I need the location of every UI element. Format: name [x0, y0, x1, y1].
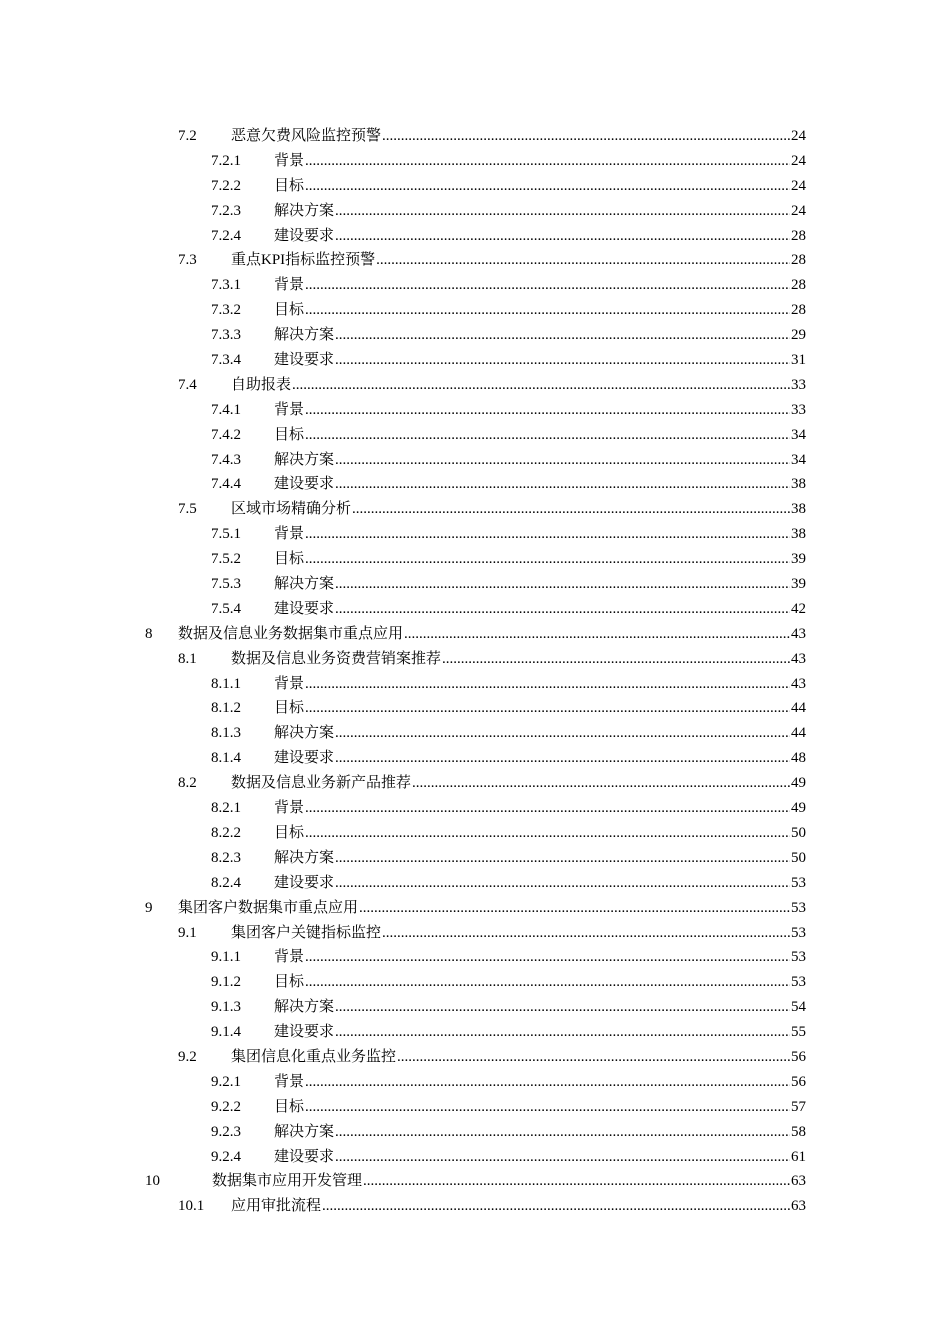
toc-entry-number: 7.2.2 [211, 177, 241, 194]
toc-entry-line [274, 273, 806, 298]
toc-entry[interactable] [0, 1120, 950, 1145]
dot-leader [305, 423, 790, 448]
toc-entry-number: 7.4.4 [211, 476, 241, 493]
toc-entry-title: 建设要求 [274, 1148, 335, 1165]
toc-entry-number: 7.3.4 [211, 352, 241, 369]
toc-entry-number: 9 [145, 899, 153, 916]
dot-leader [322, 1194, 790, 1219]
toc-entry-line [274, 348, 806, 373]
toc-entry-line [274, 846, 806, 871]
dot-leader [305, 696, 790, 721]
toc-entry-line [274, 597, 806, 622]
toc-entry-title: 自助报表 [231, 376, 292, 393]
dot-leader [305, 149, 790, 174]
toc-entry-title: 解决方案 [274, 725, 335, 742]
toc-entry-title: 建设要求 [274, 352, 335, 369]
toc-entry-page-number: 63 [791, 1173, 806, 1190]
toc-entry-title: 解决方案 [274, 1123, 335, 1140]
toc-entry-number: 7.5.4 [211, 600, 241, 617]
toc-entry[interactable] [0, 273, 950, 298]
toc-entry-number: 8 [145, 625, 153, 642]
toc-entry-number: 7.2.1 [211, 152, 241, 169]
toc-entry-page-number: 24 [791, 152, 806, 169]
dot-leader [412, 771, 790, 796]
dot-leader [442, 647, 790, 672]
toc-entry[interactable] [0, 1045, 950, 1070]
dot-leader [335, 1020, 790, 1045]
toc-entry-line [274, 995, 806, 1020]
toc-entry-line [274, 746, 806, 771]
dot-leader [305, 970, 790, 995]
toc-entry-number: 8.1.4 [211, 750, 241, 767]
toc-entry-line [274, 721, 806, 746]
toc-entry-number: 9.2.3 [211, 1123, 241, 1140]
toc-entry-number: 9.1 [178, 924, 197, 941]
dot-leader [335, 199, 790, 224]
dot-leader [335, 1145, 790, 1170]
table-of-contents [0, 124, 950, 1219]
toc-entry[interactable] [0, 921, 950, 946]
toc-entry-line [274, 224, 806, 249]
toc-entry-number: 7.2.4 [211, 227, 241, 244]
toc-entry[interactable] [0, 497, 950, 522]
toc-entry-page-number: 57 [791, 1098, 806, 1115]
toc-entry[interactable] [0, 1070, 950, 1095]
toc-entry-title: 重点KPI指标监控预警 [231, 252, 376, 269]
toc-entry-number: 7.2.3 [211, 202, 241, 219]
toc-entry-number: 7.4 [178, 376, 197, 393]
toc-entry-line [274, 174, 806, 199]
toc-entry-line [274, 547, 806, 572]
toc-entry-page-number: 34 [791, 426, 806, 443]
toc-entry-line [274, 970, 806, 995]
toc-entry-title: 集团客户关键指标监控 [231, 924, 382, 941]
toc-entry-page-number: 54 [791, 999, 806, 1016]
toc-entry-page-number: 53 [791, 949, 806, 966]
toc-entry[interactable] [0, 846, 950, 871]
dot-leader [404, 622, 790, 647]
toc-entry[interactable] [0, 472, 950, 497]
toc-entry-page-number: 24 [791, 128, 806, 144]
toc-entry-title: 区域市场精确分析 [231, 501, 352, 518]
toc-entry[interactable] [0, 821, 950, 846]
toc-entry-page-number: 24 [791, 202, 806, 219]
toc-entry-page-number: 53 [791, 874, 806, 891]
toc-entry[interactable] [0, 647, 950, 672]
toc-entry-title: 背景 [274, 277, 305, 294]
dot-leader [335, 597, 790, 622]
toc-entry-number: 9.2.1 [211, 1073, 241, 1090]
toc-entry[interactable] [0, 1145, 950, 1170]
toc-entry-number: 7.2 [178, 128, 197, 144]
toc-entry-title: 数据及信息业务新产品推荐 [231, 775, 412, 792]
toc-entry[interactable] [0, 373, 950, 398]
toc-entry-number: 8.1.3 [211, 725, 241, 742]
toc-entry-title: 集团信息化重点业务监控 [231, 1048, 397, 1065]
toc-entry-line [274, 398, 806, 423]
toc-entry-page-number: 53 [791, 974, 806, 991]
toc-entry-page-number: 56 [791, 1073, 806, 1090]
toc-entry-line [274, 1070, 806, 1095]
toc-entry-title: 解决方案 [274, 999, 335, 1016]
toc-entry[interactable] [0, 224, 950, 249]
toc-entry-line [274, 696, 806, 721]
toc-entry-title: 背景 [274, 1073, 305, 1090]
toc-entry-page-number: 28 [791, 302, 806, 319]
toc-entry[interactable] [0, 1020, 950, 1045]
toc-entry-line [274, 1120, 806, 1145]
dot-leader [305, 174, 790, 199]
toc-entry[interactable] [0, 124, 950, 149]
dot-leader [335, 871, 790, 896]
toc-entry-title: 目标 [274, 700, 305, 717]
toc-entry-title: 解决方案 [274, 451, 335, 468]
toc-entry-title: 解决方案 [274, 576, 335, 593]
toc-entry-page-number: 44 [791, 725, 806, 742]
toc-entry-number: 7.3 [178, 252, 197, 269]
dot-leader [363, 1169, 790, 1194]
toc-entry-page-number: 43 [791, 625, 806, 642]
toc-entry-page-number: 44 [791, 700, 806, 717]
toc-entry-line [274, 672, 806, 697]
toc-entry-title: 背景 [274, 675, 305, 692]
toc-entry-page-number: 53 [791, 899, 806, 916]
toc-entry-line [274, 149, 806, 174]
dot-leader [376, 248, 790, 273]
toc-entry[interactable] [0, 149, 950, 174]
toc-entry[interactable] [0, 298, 950, 323]
toc-entry-number: 8.1.1 [211, 675, 241, 692]
toc-entry-page-number: 49 [791, 775, 806, 792]
dot-leader [335, 472, 790, 497]
toc-entry-line [178, 896, 806, 921]
toc-entry-number: 7.5.3 [211, 576, 241, 593]
toc-entry-number: 7.4.3 [211, 451, 241, 468]
toc-entry-number: 10 [145, 1173, 160, 1190]
toc-entry[interactable] [0, 398, 950, 423]
toc-entry-page-number: 43 [791, 650, 806, 667]
toc-entry-title: 背景 [274, 401, 305, 418]
toc-entry-page-number: 48 [791, 750, 806, 767]
toc-entry-page-number: 58 [791, 1123, 806, 1140]
toc-entry-number: 9.1.3 [211, 999, 241, 1016]
toc-entry[interactable] [0, 597, 950, 622]
toc-entry-number: 7.4.1 [211, 401, 241, 418]
toc-entry-page-number: 53 [791, 924, 806, 941]
dot-leader [305, 672, 790, 697]
toc-entry-page-number: 42 [791, 600, 806, 617]
toc-entry-line [274, 572, 806, 597]
toc-entry-page-number: 56 [791, 1048, 806, 1065]
toc-entry-line [178, 622, 806, 647]
toc-entry-page-number: 34 [791, 451, 806, 468]
toc-entry-number: 9.2.2 [211, 1098, 241, 1115]
toc-entry-title: 数据及信息业务资费营销案推荐 [231, 650, 442, 667]
dot-leader [305, 796, 790, 821]
toc-entry-page-number: 38 [791, 501, 806, 518]
dot-leader [335, 572, 790, 597]
toc-entry-line [231, 921, 806, 946]
toc-entry[interactable] [0, 721, 950, 746]
toc-entry-number: 8.1.2 [211, 700, 241, 717]
toc-entry-title: 建设要求 [274, 1024, 335, 1041]
toc-entry-number: 8.2 [178, 775, 197, 792]
toc-entry-title: 目标 [274, 426, 305, 443]
dot-leader [305, 1095, 790, 1120]
toc-entry-line [231, 497, 806, 522]
toc-entry-line [274, 423, 806, 448]
toc-entry-line [274, 871, 806, 896]
toc-entry-page-number: 50 [791, 849, 806, 866]
dot-leader [305, 398, 790, 423]
dot-leader [335, 323, 790, 348]
toc-entry-line [274, 796, 806, 821]
toc-entry[interactable] [0, 871, 950, 896]
toc-entry-line [274, 1145, 806, 1170]
toc-entry-title: 目标 [274, 177, 305, 194]
toc-entry-page-number: 39 [791, 551, 806, 568]
toc-entry[interactable] [0, 622, 950, 647]
toc-entry-page-number: 33 [791, 376, 806, 393]
dot-leader [335, 846, 790, 871]
toc-entry-number: 7.3.1 [211, 277, 241, 294]
toc-entry[interactable] [0, 896, 950, 921]
toc-entry-number: 7.5.2 [211, 551, 241, 568]
toc-entry-title: 恶意欠费风险监控预警 [231, 128, 382, 144]
toc-entry-title: 建设要求 [274, 750, 335, 767]
dot-leader [335, 348, 790, 373]
toc-entry[interactable] [0, 522, 950, 547]
toc-entry-page-number: 28 [791, 227, 806, 244]
toc-entry-number: 7.3.2 [211, 302, 241, 319]
dot-leader [335, 448, 790, 473]
toc-entry[interactable] [0, 771, 950, 796]
toc-entry-line [231, 1194, 806, 1219]
dot-leader [305, 821, 790, 846]
dot-leader [397, 1045, 790, 1070]
dot-leader [305, 273, 790, 298]
toc-entry-page-number: 28 [791, 252, 806, 269]
toc-entry-number: 9.1.4 [211, 1024, 241, 1041]
toc-entry-page-number: 50 [791, 824, 806, 841]
toc-entry-number: 8.2.2 [211, 824, 241, 841]
toc-entry-title: 背景 [274, 526, 305, 543]
toc-entry-title: 目标 [274, 974, 305, 991]
dot-leader [352, 497, 790, 522]
toc-entry[interactable] [0, 323, 950, 348]
toc-entry[interactable] [0, 995, 950, 1020]
dot-leader [335, 224, 790, 249]
toc-entry-page-number: 49 [791, 800, 806, 817]
toc-entry-line [274, 945, 806, 970]
dot-leader [305, 945, 790, 970]
toc-entry-title: 建设要求 [274, 476, 335, 493]
toc-entry-number: 7.3.3 [211, 327, 241, 344]
toc-entry-title: 解决方案 [274, 327, 335, 344]
toc-entry[interactable] [0, 696, 950, 721]
toc-entry-page-number: 38 [791, 526, 806, 543]
toc-entry-line [274, 199, 806, 224]
toc-entry-line [231, 771, 806, 796]
toc-entry-number: 9.2.4 [211, 1148, 241, 1165]
toc-entry[interactable] [0, 572, 950, 597]
toc-entry-title: 目标 [274, 551, 305, 568]
toc-entry-page-number: 61 [791, 1148, 806, 1165]
dot-leader [335, 1120, 790, 1145]
toc-entry-page-number: 24 [791, 177, 806, 194]
toc-entry-page-number: 55 [791, 1024, 806, 1041]
toc-entry-title: 目标 [274, 302, 305, 319]
toc-entry-number: 8.2.4 [211, 874, 241, 891]
toc-entry-line [274, 522, 806, 547]
dot-leader [305, 298, 790, 323]
toc-entry[interactable] [0, 970, 950, 995]
toc-entry-line [274, 448, 806, 473]
toc-entry-page-number: 39 [791, 576, 806, 593]
toc-entry-page-number: 31 [791, 352, 806, 369]
dot-leader [382, 921, 790, 946]
toc-entry[interactable] [0, 1169, 950, 1194]
toc-entry-line [274, 472, 806, 497]
dot-leader [335, 995, 790, 1020]
dot-leader [382, 124, 790, 149]
dot-leader [292, 373, 790, 398]
toc-entry-line [231, 248, 806, 273]
dot-leader [359, 896, 790, 921]
toc-entry[interactable] [0, 796, 950, 821]
toc-entry-number: 9.1.1 [211, 949, 241, 966]
toc-entry-number: 8.1 [178, 650, 197, 667]
toc-entry-number: 8.2.1 [211, 800, 241, 817]
toc-entry[interactable] [0, 672, 950, 697]
toc-entry-number: 7.4.2 [211, 426, 241, 443]
toc-entry[interactable] [0, 423, 950, 448]
toc-entry-number: 10.1 [178, 1198, 205, 1215]
toc-entry-line [231, 647, 806, 672]
toc-entry-line [274, 1020, 806, 1045]
toc-entry[interactable] [0, 348, 950, 373]
toc-entry-title: 目标 [274, 824, 305, 841]
toc-entry-line [231, 373, 806, 398]
dot-leader [305, 1070, 790, 1095]
toc-entry[interactable] [0, 547, 950, 572]
toc-entry-line [274, 1095, 806, 1120]
toc-entry-title: 集团客户数据集市重点应用 [178, 899, 359, 916]
toc-entry-title: 背景 [274, 152, 305, 169]
toc-entry-line [274, 821, 806, 846]
toc-entry-title: 背景 [274, 949, 305, 966]
toc-entry-page-number: 43 [791, 675, 806, 692]
toc-entry-number: 9.2 [178, 1048, 197, 1065]
toc-entry-title: 建设要求 [274, 600, 335, 617]
toc-entry-number: 7.5 [178, 501, 197, 518]
toc-entry-number: 7.5.1 [211, 526, 241, 543]
dot-leader [335, 721, 790, 746]
dot-leader [305, 547, 790, 572]
toc-entry[interactable] [0, 199, 950, 224]
toc-entry-number: 8.2.3 [211, 849, 241, 866]
toc-entry-page-number: 29 [791, 327, 806, 344]
toc-entry-title: 解决方案 [274, 202, 335, 219]
toc-entry-page-number: 33 [791, 401, 806, 418]
toc-entry-title: 数据集市应用开发管理 [212, 1173, 363, 1190]
toc-entry-line [231, 124, 806, 149]
toc-entry-line [231, 1045, 806, 1070]
toc-entry[interactable] [0, 248, 950, 273]
toc-entry-title: 建设要求 [274, 227, 335, 244]
toc-entry[interactable] [0, 1194, 950, 1219]
toc-entry[interactable] [0, 448, 950, 473]
toc-entry-title: 解决方案 [274, 849, 335, 866]
toc-entry-page-number: 38 [791, 476, 806, 493]
toc-entry-page-number: 28 [791, 277, 806, 294]
toc-entry-number: 9.1.2 [211, 974, 241, 991]
toc-entry-page-number: 63 [791, 1198, 806, 1215]
toc-entry-title: 目标 [274, 1098, 305, 1115]
toc-entry[interactable] [0, 945, 950, 970]
toc-entry-line [212, 1169, 806, 1194]
toc-entry-title: 背景 [274, 800, 305, 817]
toc-entry[interactable] [0, 174, 950, 199]
dot-leader [305, 522, 790, 547]
toc-entry-title: 建设要求 [274, 874, 335, 891]
toc-entry-title: 数据及信息业务数据集市重点应用 [178, 625, 404, 642]
toc-entry[interactable] [0, 746, 950, 771]
toc-entry-line [274, 298, 806, 323]
toc-entry-title: 应用审批流程 [231, 1198, 322, 1215]
toc-entry[interactable] [0, 1095, 950, 1120]
toc-entry-line [274, 323, 806, 348]
dot-leader [335, 746, 790, 771]
